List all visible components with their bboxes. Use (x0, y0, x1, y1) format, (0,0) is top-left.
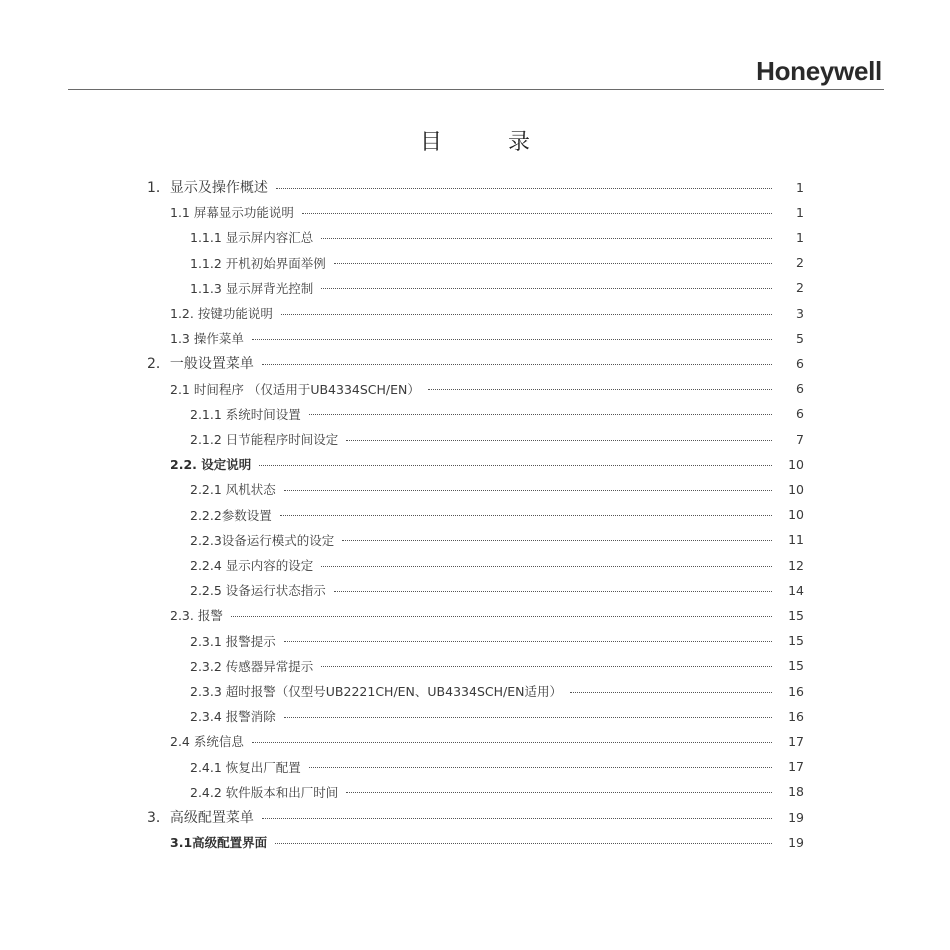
toc-entry-page-number: 15 (788, 633, 804, 649)
toc-entry-page-number: 18 (788, 784, 804, 800)
toc-entry-label: 2.4 系统信息 (170, 734, 244, 750)
toc-entry-page-number: 17 (788, 759, 804, 775)
toc-entry-label: 1.1.2 开机初始界面举例 (190, 255, 326, 271)
toc-entry[interactable] (190, 630, 804, 652)
toc-entry-label: 2.3.4 报警消除 (190, 709, 276, 725)
toc-entry-label: 1.1.1 显示屏内容汇总 (190, 230, 314, 246)
toc-dot-leader (346, 440, 772, 441)
toc-entry[interactable] (190, 655, 804, 677)
toc-entry[interactable] (147, 352, 804, 374)
toc-entry-label: 2.2.3设备运行模式的设定 (190, 532, 335, 548)
toc-entry-label: 1.1.3 显示屏背光控制 (190, 280, 314, 296)
toc-entry-page-number: 7 (796, 431, 804, 447)
toc-entry[interactable] (190, 554, 804, 576)
toc-entry-label: 3．高级配置菜单 (147, 810, 254, 826)
toc-entry-page-number: 12 (788, 557, 804, 573)
toc-dot-leader (334, 263, 772, 264)
toc-entry[interactable] (190, 680, 804, 702)
toc-entry-page-number: 11 (788, 532, 804, 548)
toc-entry-page-number: 1 (796, 204, 804, 220)
toc-entry[interactable] (170, 302, 804, 324)
toc-entry-label: 2.2.2参数设置 (190, 507, 272, 523)
toc-entry-page-number: 2 (796, 255, 804, 271)
toc-entry[interactable] (147, 176, 804, 198)
toc-entry-label: 2.2. 设定说明 (170, 457, 252, 473)
toc-dot-leader (309, 414, 772, 415)
toc-entry-page-number: 14 (788, 582, 804, 598)
toc-entry-page-number: 2 (796, 280, 804, 296)
toc-entry-page-number: 16 (788, 708, 804, 724)
toc-entry[interactable] (170, 378, 804, 400)
toc-entry-page-number: 19 (788, 809, 804, 825)
toc-dot-leader (252, 742, 772, 743)
toc-title-left: 目 (419, 130, 442, 155)
toc-dot-leader (262, 364, 772, 365)
toc-entry-label: 2.3.2 传感器异常提示 (190, 658, 314, 674)
toc-dot-leader (259, 465, 772, 466)
toc-entry-label: 2.2.5 设备运行状态指示 (190, 583, 326, 599)
toc-entry-page-number: 1 (796, 229, 804, 245)
toc-entry-label: 2.1 时间程序 （仅适用于UB4334SCH/EN） (170, 381, 420, 397)
toc-entry[interactable] (190, 428, 804, 450)
toc-entry-label: 1．显示及操作概述 (147, 180, 268, 196)
toc-entry-label: 2.1.1 系统时间设置 (190, 406, 301, 422)
toc-entry-label: 1.1 屏幕显示功能说明 (170, 205, 294, 221)
toc-entry[interactable] (170, 604, 804, 626)
toc-dot-leader (309, 767, 772, 768)
toc-entry[interactable] (190, 529, 804, 551)
toc-entry-label: 3.1高级配置界面 (170, 835, 268, 851)
toc-title-right: 录 (508, 130, 531, 155)
toc-entry[interactable] (190, 504, 804, 526)
toc-dot-leader (284, 717, 772, 718)
toc-entry[interactable] (190, 579, 804, 601)
toc-entry-label: 2.1.2 日节能程序时间设定 (190, 432, 339, 447)
toc-entry-page-number: 15 (788, 658, 804, 674)
toc-entry-label: 1.3 操作菜单 (170, 331, 244, 347)
toc-entry[interactable] (190, 478, 804, 500)
toc-dot-leader (428, 389, 772, 390)
toc-dot-leader (302, 213, 772, 214)
toc-dot-leader (342, 540, 772, 541)
toc-entry-label: 2.4.2 软件版本和出厂时间 (190, 784, 339, 800)
toc-dot-leader (262, 818, 772, 819)
toc-dot-leader (346, 792, 772, 793)
toc-entry[interactable] (190, 226, 804, 248)
toc-entry-page-number: 15 (788, 607, 804, 623)
toc-entry-page-number: 3 (796, 305, 804, 321)
toc-entry-label: 2．一般设置菜单 (147, 356, 254, 373)
toc-dot-leader (321, 666, 772, 667)
toc-dot-leader (252, 339, 772, 340)
toc-entry[interactable] (170, 453, 804, 475)
toc-entry-page-number: 10 (788, 481, 804, 497)
toc-entry-label: 1.2. 按键功能说明 (170, 306, 273, 321)
toc-entry[interactable] (170, 730, 804, 752)
toc-dot-leader (570, 692, 772, 693)
toc-entry-label: 2.2.1 风机状态 (190, 482, 276, 498)
toc-dot-leader (275, 843, 772, 844)
toc-entry-label: 2.3.1 报警提示 (190, 633, 276, 649)
toc-entry[interactable] (147, 806, 804, 828)
toc-entry-page-number: 10 (788, 507, 804, 523)
header-divider (68, 89, 884, 90)
toc-entry[interactable] (190, 781, 804, 803)
toc-entry[interactable] (170, 831, 804, 853)
toc-entry-label: 2.3.3 超时报警（仅型号UB2221CH/EN、UB4334SCH/EN适用） (190, 684, 562, 699)
toc-title (0, 128, 950, 158)
toc-entry-label: 2.4.1 恢复出厂配置 (190, 759, 301, 775)
toc-dot-leader (284, 490, 772, 491)
toc-dot-leader (321, 566, 772, 567)
toc-entry-label: 2.2.4 显示内容的设定 (190, 558, 314, 573)
toc-dot-leader (334, 591, 772, 592)
toc-entry[interactable] (190, 252, 804, 274)
toc-entry[interactable] (170, 327, 804, 349)
brand-logo: Honeywell (756, 56, 882, 86)
toc-entry[interactable] (190, 705, 804, 727)
toc-dot-leader (276, 188, 772, 189)
toc-entry[interactable] (190, 277, 804, 299)
toc-dot-leader (280, 515, 772, 516)
toc-entry-page-number: 6 (796, 406, 804, 422)
toc-dot-leader (284, 641, 772, 642)
toc-entry[interactable] (190, 756, 804, 778)
toc-entry-page-number: 19 (788, 834, 804, 850)
toc-entry-page-number: 17 (788, 733, 804, 749)
toc-entry-page-number: 1 (796, 179, 804, 195)
toc-entry-page-number: 10 (788, 456, 804, 472)
toc-dot-leader (321, 238, 772, 239)
toc-entry-page-number: 16 (788, 683, 804, 699)
toc-entry-page-number: 5 (796, 330, 804, 346)
toc-dot-leader (281, 314, 772, 315)
toc-entry[interactable] (190, 403, 804, 425)
toc-entry-label: 2.3. 报警 (170, 608, 223, 624)
toc-entry[interactable] (170, 201, 804, 223)
toc-entry-page-number: 6 (796, 381, 804, 397)
toc-entry-page-number: 6 (796, 355, 804, 371)
toc-dot-leader (321, 288, 772, 289)
toc-dot-leader (231, 616, 772, 617)
